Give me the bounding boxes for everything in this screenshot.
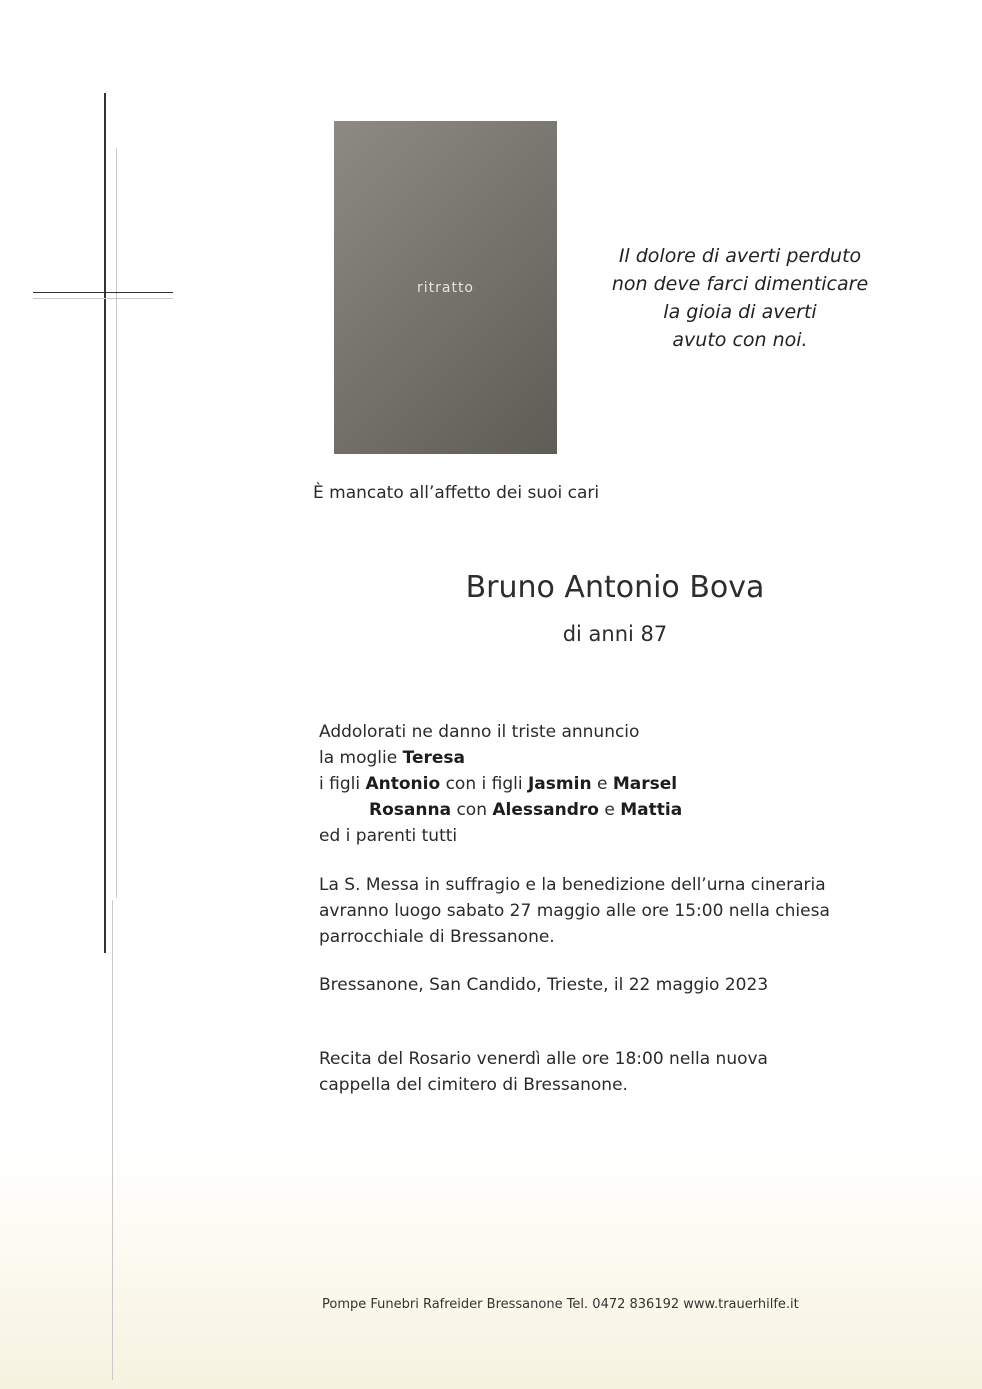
page-rule-vertical	[112, 900, 113, 1380]
family-name: Mattia	[620, 800, 683, 820]
family-name: Alessandro	[492, 800, 599, 820]
rosary-line: cappella del cimitero di Bressanone.	[319, 1075, 628, 1095]
memorial-quote	[590, 242, 890, 354]
quote-line: non deve farci dimenticare	[611, 273, 869, 295]
quote-line: Il dolore di averti perduto	[618, 245, 862, 267]
mass-line: La S. Messa in suffragio e la benedizione dell’urna cineraria	[319, 875, 826, 895]
mass-info	[319, 872, 830, 950]
place-date: Bressanone, San Candido, Trieste, il 22 maggio 2023	[319, 975, 769, 995]
cross-shadow-horizontal	[33, 298, 173, 299]
cross-horizontal	[33, 292, 173, 293]
intro-text: È mancato all’affetto dei suoi cari	[313, 483, 600, 503]
family-name: Rosanna	[369, 800, 452, 820]
rosary-line: Recita del Rosario venerdì alle ore 18:00 nella nuova	[319, 1049, 768, 1069]
cross-shadow-vertical	[116, 148, 117, 898]
deceased-age: di anni 87	[562, 622, 668, 646]
family-name: Marsel	[612, 774, 678, 794]
portrait-photo	[334, 121, 557, 454]
mass-line: avranno luogo sabato 27 maggio alle ore 15:00 nella chiesa	[319, 901, 830, 921]
deceased-name: Bruno Antonio Bova	[465, 570, 765, 605]
rosary-info	[319, 1046, 768, 1098]
family-line: ed i parenti tutti	[319, 826, 458, 846]
family-name: Teresa	[402, 748, 465, 768]
family-name: Antonio	[365, 774, 441, 794]
portrait-photo-label: ritratto	[416, 279, 474, 296]
cross-vertical	[104, 93, 106, 953]
quote-line: avuto con noi.	[672, 329, 808, 351]
family-line: Rosanna con Alessandro e Mattia	[369, 800, 683, 820]
family-line: la moglie Teresa	[319, 748, 465, 768]
family-announcement	[319, 719, 682, 849]
family-line: Addolorati ne danno il triste annuncio	[319, 722, 640, 742]
funeral-home-footer: Pompe Funebri Rafreider Bressanone Tel. 0472 836192 www.trauerhilfe.it	[322, 1297, 799, 1312]
family-line: i figli Antonio con i figli Jasmin e Marsel	[319, 774, 678, 794]
quote-line: la gioia di averti	[663, 301, 817, 323]
mass-line: parrocchiale di Bressanone.	[319, 927, 555, 947]
family-name: Jasmin	[527, 774, 592, 794]
